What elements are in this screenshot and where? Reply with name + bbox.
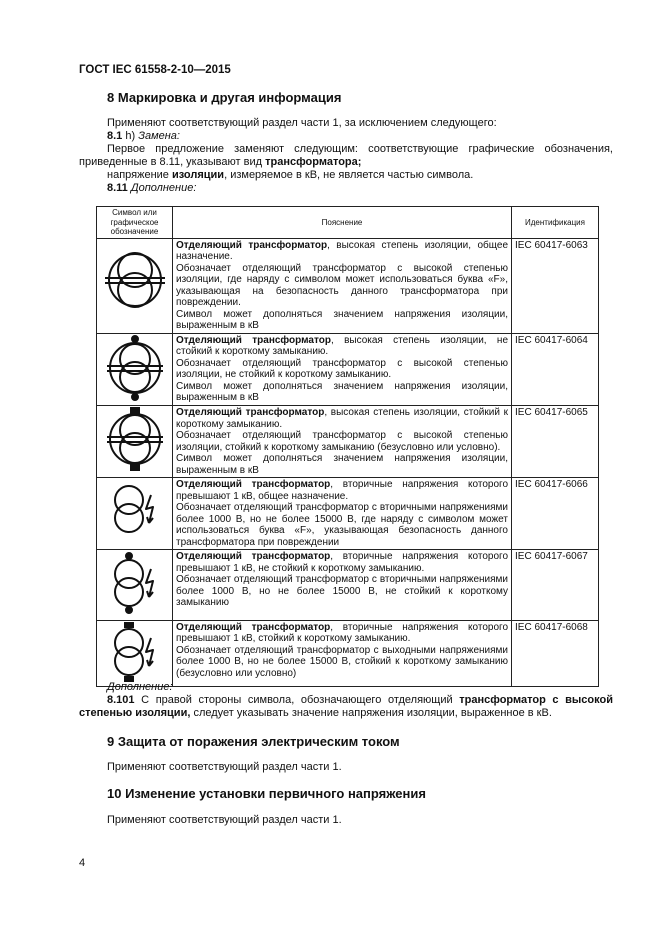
term: Отделяющий трансформатор <box>176 479 331 490</box>
text: , вторичные напряжения которого превышают 1 кВ, не стойкий к короткому замыканию. <box>176 551 508 574</box>
clause-number: 8.1 <box>107 130 123 142</box>
symbol-cell <box>97 406 173 478</box>
text: Символ может дополняться значением напряжения изоляции, выраженным в кВ <box>176 308 508 331</box>
clause-number: 8.11 <box>107 182 128 194</box>
double-insulation-non-short-circuit-proof-icon <box>103 335 167 401</box>
table-row <box>97 333 599 406</box>
text-segment: напряжение <box>107 169 172 181</box>
term: Отделяющий трансформатор <box>176 239 328 251</box>
bold-term: трансформатор с высокой <box>459 694 613 706</box>
clause-8-1-line-2 <box>79 156 361 169</box>
explanation-cell <box>173 406 512 478</box>
column-header-identification: Идентификация <box>512 207 599 239</box>
clause-8-1-line-1: Первое предложение заменяют следующим: соответствующие графические обозначения, <box>107 143 613 155</box>
text-segment: следует указывать значение напряжения изоляции, выраженное в кВ. <box>190 707 552 719</box>
clause-8-1-line-3 <box>107 169 473 182</box>
table-header-row <box>97 207 599 239</box>
high-voltage-transformer-icon <box>103 479 167 539</box>
page-number: 4 <box>79 857 86 869</box>
table-row <box>97 238 599 333</box>
table-row <box>97 550 599 621</box>
identification-cell: IEC 60417-6064 <box>512 333 599 406</box>
clause-8-101-line-1 <box>107 694 613 707</box>
text: Символ может дополняться значением напряжения изоляции, выраженным в кВ <box>176 453 508 476</box>
symbol-cell <box>97 550 173 621</box>
high-voltage-non-short-circuit-proof-icon <box>103 551 167 615</box>
clause-8-11 <box>107 182 196 195</box>
high-voltage-short-circuit-proof-icon <box>103 622 167 682</box>
symbols-table <box>96 206 599 687</box>
explanation-cell <box>173 238 512 333</box>
table-row <box>97 478 599 550</box>
section-9-title: 9 Защита от поражения электрическим током <box>107 734 400 749</box>
column-header-symbol: Символ или графическое обозначение <box>97 207 173 239</box>
clause-8-101-line-2 <box>79 707 552 720</box>
term: Отделяющий трансформатор <box>176 334 331 346</box>
text: Обозначает отделяющий трансформатор с вторичными напряжениями более 1000 В, но не более 15000 В, где наряду с символом может использоваться буква «F», указывающая безопасность данного трансформатора при повреждении <box>176 502 508 548</box>
term: Отделяющий трансформатор <box>176 407 325 418</box>
table-row <box>97 406 599 478</box>
text: Обозначает отделяющий трансформатор с высокой степенью изоляции, не стойкий к короткому замыканию. <box>176 357 508 380</box>
identification-cell: IEC 60417-6065 <box>512 406 599 478</box>
symbol-cell <box>97 620 173 687</box>
addition-label: Дополнение: <box>107 681 173 693</box>
text: , высокая степень изоляции, стойкий к короткому замыканию. <box>176 407 508 430</box>
identification-cell: IEC 60417-6068 <box>512 620 599 687</box>
bold-term: трансформатора; <box>265 156 362 168</box>
symbol-cell <box>97 333 173 406</box>
text: Символ может дополняться значением напряжения изоляции, выраженным в кВ <box>176 380 508 403</box>
text: Обозначает отделяющий трансформатор с высокой степенью изоляции, стойкий к короткому замыканию (безусловно или условно). <box>176 430 508 453</box>
column-header-explanation: Пояснение <box>173 207 512 239</box>
section-9-text: Применяют соответствующий раздел части 1. <box>107 761 342 773</box>
text-segment: , измеряемое в кВ, не является частью символа. <box>224 169 474 181</box>
bold-term: изоляции <box>171 169 225 181</box>
identification-cell: IEC 60417-6066 <box>512 478 599 550</box>
text-segment: приведенные в 8.11, указывают вид <box>79 156 266 168</box>
identification-cell: IEC 60417-6067 <box>512 550 599 621</box>
symbol-cell <box>97 478 173 550</box>
text: , вторичные напряжения которого превышают 1 кВ, общее назначение. <box>176 479 508 502</box>
section-8-title: 8 Маркировка и другая информация <box>107 90 342 105</box>
section-10-text: Применяют соответствующий раздел части 1. <box>107 814 342 826</box>
explanation-cell <box>173 478 512 550</box>
identification-cell: IEC 60417-6063 <box>512 238 599 333</box>
double-insulation-short-circuit-proof-icon <box>103 407 167 471</box>
text: Обозначает отделяющий трансформатор с высокой степенью изоляции, где наряду с символом может использоваться буква «F», указывающая на безопасность данного трансформатора при повреждении. <box>176 262 508 308</box>
text: , высокая степень изоляции, общее назначение. <box>176 239 509 262</box>
bold-term: степенью изоляции, <box>79 707 191 719</box>
text: , вторичные напряжения которого превышают 1 кВ, стойкий к короткому замыканию. <box>176 621 508 644</box>
clause-number: 8.101 <box>107 694 135 706</box>
addition-label: Дополнение: <box>127 182 197 194</box>
text: , высокая степень изоляции, не стойкий к короткому замыканию. <box>176 334 509 357</box>
explanation-cell <box>173 333 512 406</box>
clause-item: h) <box>122 130 139 142</box>
text-segment: С правой стороны символа, обозначающего отделяющий <box>134 694 460 706</box>
explanation-cell <box>173 550 512 621</box>
text: Обозначает отделяющий трансформатор с вторичными напряжениями более 1000 В, но не более 15000 В, не стойкий к короткому замыканию <box>176 574 508 608</box>
section-10-title: 10 Изменение установки первичного напряжения <box>107 786 426 801</box>
document-header: ГОСТ IEC 61558-2-10—2015 <box>79 64 231 76</box>
text: Обозначает отделяющий трансформатор с выходными напряжениями более 1000 В, но не более 15000 В, стойкий к короткому замыканию (безусловно или условно) <box>176 644 508 679</box>
section-8-intro: Применяют соответствующий раздел части 1, за исключением следующего: <box>107 117 497 129</box>
double-insulation-transformer-icon <box>103 240 167 320</box>
table-row <box>97 620 599 687</box>
symbol-cell <box>97 238 173 333</box>
explanation-cell <box>173 620 512 687</box>
term: Отделяющий трансформатор <box>176 621 331 633</box>
term: Отделяющий трансформатор <box>176 551 331 562</box>
clause-8-1 <box>107 130 180 143</box>
replacement-label: Замена: <box>138 130 180 142</box>
